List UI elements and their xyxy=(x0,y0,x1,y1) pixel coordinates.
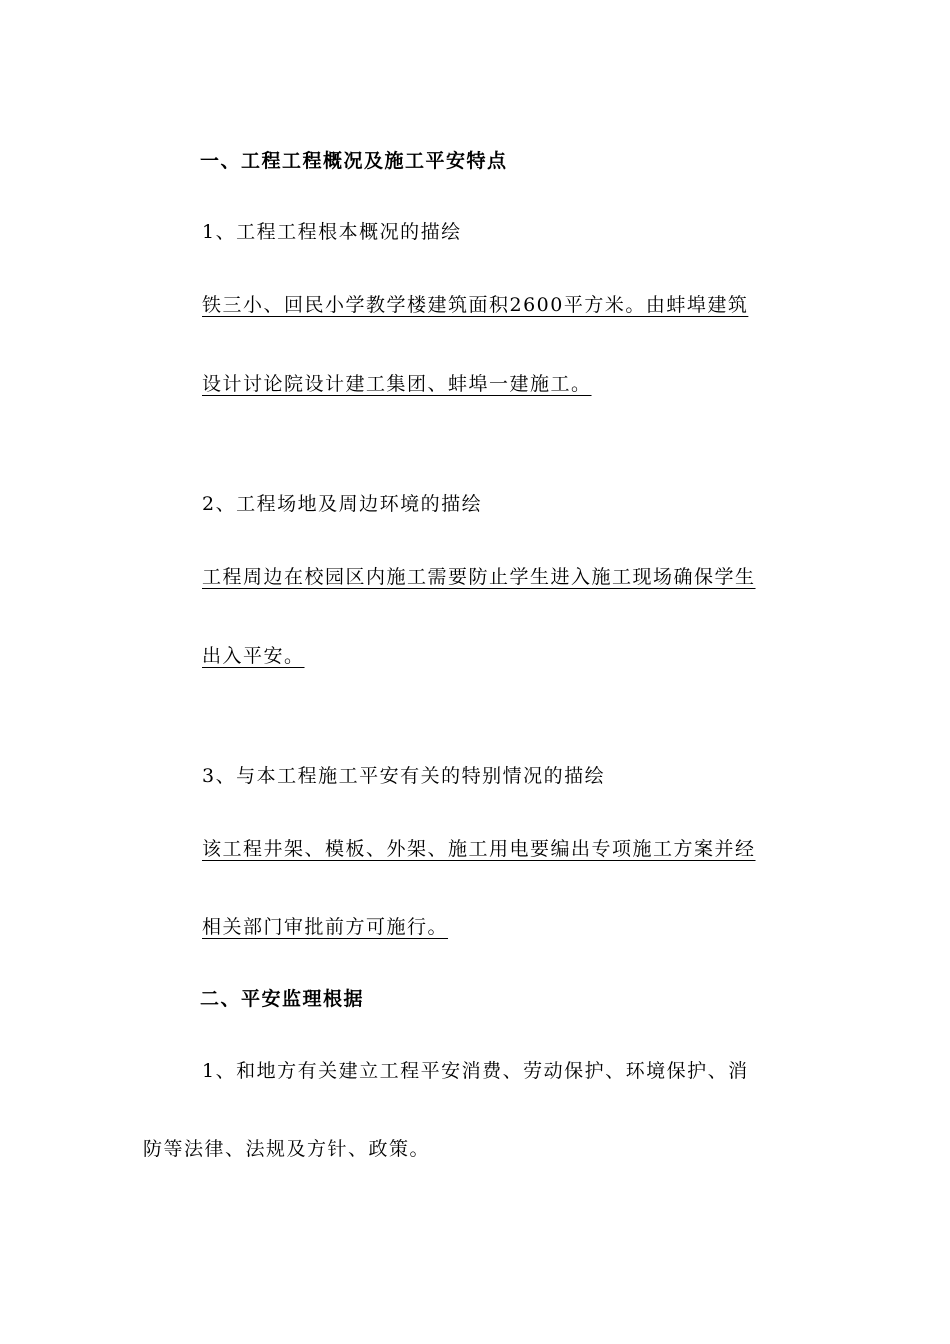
item-body-2-line-1: 工程周边在校园区内施工需要防止学生进入施工现场确保学生 xyxy=(202,566,756,588)
paragraph-line-1: 1、和地方有关建立工程平安消费、劳动保护、环境保护、消 xyxy=(202,1060,749,1082)
section-heading-2: 二、平安监理根据 xyxy=(200,988,365,1010)
item-body-2-line-2: 出入平安。 xyxy=(202,645,305,667)
item-title-1: 1、工程工程根本概况的描绘 xyxy=(202,221,462,243)
item-body-1-line-2: 设计讨论院设计建工集团、蚌埠一建施工。 xyxy=(202,373,592,395)
paragraph-line-2: 防等法律、法规及方针、政策。 xyxy=(143,1138,431,1160)
item-title-3: 3、与本工程施工平安有关的特别情况的描绘 xyxy=(202,765,606,787)
item-body-3-line-1: 该工程井架、模板、外架、施工用电要编出专项施工方案并经 xyxy=(202,838,756,860)
item-body-1-line-1: 铁三小、回民小学教学楼建筑面积2600平方米。由蚌埠建筑 xyxy=(202,294,749,316)
section-heading-1: 一、工程工程概况及施工平安特点 xyxy=(200,150,508,172)
item-title-2: 2、工程场地及周边环境的描绘 xyxy=(202,493,483,515)
item-body-3-line-2: 相关部门审批前方可施行。 xyxy=(202,916,449,938)
